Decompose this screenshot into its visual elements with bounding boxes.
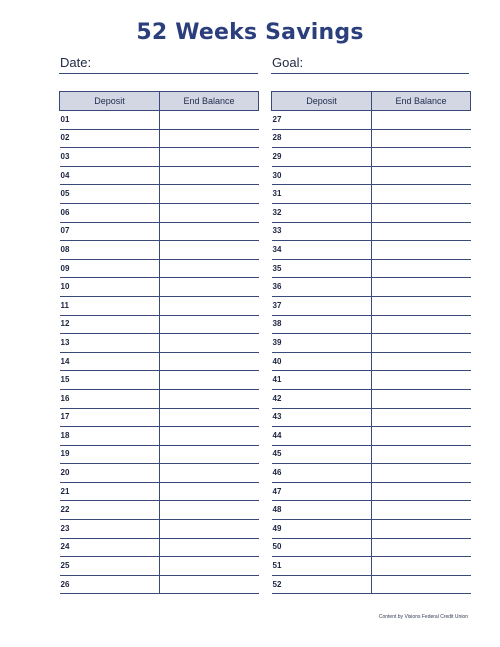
- deposit-cell[interactable]: 29: [272, 148, 372, 167]
- end-balance-cell[interactable]: [372, 315, 471, 334]
- table-row: [60, 278, 259, 297]
- deposit-cell[interactable]: 36: [272, 278, 372, 297]
- table-row: [272, 111, 471, 130]
- deposit-cell[interactable]: 42: [272, 389, 372, 408]
- deposit-cell[interactable]: 32: [272, 203, 372, 222]
- deposit-cell[interactable]: 04: [60, 166, 160, 185]
- end-balance-cell[interactable]: [372, 296, 471, 315]
- end-balance-cell[interactable]: [372, 520, 471, 539]
- end-balance-cell[interactable]: [372, 557, 471, 576]
- table-row: [60, 222, 259, 241]
- table-row: [272, 278, 471, 297]
- table-row: [272, 129, 471, 148]
- deposit-cell[interactable]: 22: [60, 501, 160, 520]
- end-balance-cell[interactable]: [372, 427, 471, 446]
- end-balance-cell[interactable]: [160, 352, 259, 371]
- deposit-cell[interactable]: 10: [60, 278, 160, 297]
- deposit-cell[interactable]: 16: [60, 389, 160, 408]
- end-balance-cell[interactable]: [160, 371, 259, 390]
- deposit-cell[interactable]: 40: [272, 352, 372, 371]
- end-balance-header: End Balance: [372, 92, 471, 111]
- table-row: [60, 111, 259, 130]
- deposit-header: Deposit: [60, 92, 160, 111]
- end-balance-cell[interactable]: [160, 408, 259, 427]
- table-row: [60, 352, 259, 371]
- end-balance-cell[interactable]: [372, 575, 471, 594]
- table-row: [272, 259, 471, 278]
- table-row: [272, 408, 471, 427]
- deposit-cell[interactable]: 01: [60, 111, 160, 130]
- table-row: [272, 315, 471, 334]
- table-row: [272, 352, 471, 371]
- end-balance-cell[interactable]: [160, 222, 259, 241]
- end-balance-cell[interactable]: [160, 166, 259, 185]
- table-row: [272, 166, 471, 185]
- deposit-cell[interactable]: 20: [60, 464, 160, 483]
- savings-table-weeks-1-26: [59, 91, 259, 594]
- table-row: [60, 445, 259, 464]
- end-balance-cell[interactable]: [372, 203, 471, 222]
- deposit-cell[interactable]: 17: [60, 408, 160, 427]
- table-row: [60, 501, 259, 520]
- table-row: [272, 241, 471, 260]
- deposit-cell[interactable]: 51: [272, 557, 372, 576]
- end-balance-cell[interactable]: [372, 334, 471, 353]
- end-balance-cell[interactable]: [160, 241, 259, 260]
- end-balance-cell[interactable]: [372, 389, 471, 408]
- table-row: [272, 557, 471, 576]
- deposit-cell[interactable]: 33: [272, 222, 372, 241]
- deposit-cell[interactable]: 24: [60, 538, 160, 557]
- deposit-cell[interactable]: 03: [60, 148, 160, 167]
- deposit-cell[interactable]: 47: [272, 482, 372, 501]
- end-balance-cell[interactable]: [160, 111, 259, 130]
- deposit-cell[interactable]: 39: [272, 334, 372, 353]
- deposit-cell[interactable]: 49: [272, 520, 372, 539]
- deposit-cell[interactable]: 31: [272, 185, 372, 204]
- deposit-cell[interactable]: 18: [60, 427, 160, 446]
- deposit-cell[interactable]: 52: [272, 575, 372, 594]
- end-balance-cell[interactable]: [372, 278, 471, 297]
- end-balance-cell[interactable]: [372, 464, 471, 483]
- table-row: [60, 464, 259, 483]
- end-balance-cell[interactable]: [372, 222, 471, 241]
- table-row: [60, 520, 259, 539]
- goal-label: Goal:: [272, 55, 304, 70]
- table-row: [60, 203, 259, 222]
- deposit-cell[interactable]: 35: [272, 259, 372, 278]
- table-header-row: [272, 92, 471, 111]
- end-balance-cell[interactable]: [372, 371, 471, 390]
- date-label: Date:: [60, 55, 92, 70]
- deposit-cell[interactable]: 50: [272, 538, 372, 557]
- table-row: [272, 203, 471, 222]
- end-balance-cell[interactable]: [160, 203, 259, 222]
- end-balance-cell[interactable]: [372, 259, 471, 278]
- deposit-cell[interactable]: 34: [272, 241, 372, 260]
- deposit-cell[interactable]: 30: [272, 166, 372, 185]
- table-row: [60, 166, 259, 185]
- table-row: [272, 501, 471, 520]
- end-balance-cell[interactable]: [372, 482, 471, 501]
- end-balance-cell[interactable]: [160, 538, 259, 557]
- end-balance-cell[interactable]: [372, 352, 471, 371]
- deposit-cell[interactable]: 23: [60, 520, 160, 539]
- deposit-cell[interactable]: 05: [60, 185, 160, 204]
- table-row: [272, 427, 471, 446]
- table-row: [60, 148, 259, 167]
- table-row: [60, 315, 259, 334]
- deposit-cell[interactable]: 02: [60, 129, 160, 148]
- end-balance-cell[interactable]: [160, 296, 259, 315]
- end-balance-cell[interactable]: [160, 389, 259, 408]
- deposit-cell[interactable]: 45: [272, 445, 372, 464]
- deposit-cell[interactable]: 12: [60, 315, 160, 334]
- table-row: [60, 389, 259, 408]
- table-row: [60, 129, 259, 148]
- end-balance-cell[interactable]: [372, 129, 471, 148]
- deposit-cell[interactable]: 41: [272, 371, 372, 390]
- table-row: [272, 538, 471, 557]
- table-row: [60, 259, 259, 278]
- end-balance-cell[interactable]: [160, 501, 259, 520]
- right-table-body: [272, 111, 471, 594]
- table-header-row: [60, 92, 259, 111]
- table-row: [60, 482, 259, 501]
- deposit-cell[interactable]: 43: [272, 408, 372, 427]
- deposit-cell[interactable]: 06: [60, 203, 160, 222]
- table-row: [272, 148, 471, 167]
- table-row: [272, 371, 471, 390]
- end-balance-cell[interactable]: [372, 538, 471, 557]
- deposit-cell[interactable]: 44: [272, 427, 372, 446]
- deposit-cell[interactable]: 26: [60, 575, 160, 594]
- end-balance-cell[interactable]: [372, 111, 471, 130]
- table-row: [60, 296, 259, 315]
- deposit-cell[interactable]: 08: [60, 241, 160, 260]
- end-balance-cell[interactable]: [372, 408, 471, 427]
- deposit-cell[interactable]: 13: [60, 334, 160, 353]
- end-balance-cell[interactable]: [160, 129, 259, 148]
- table-row: [60, 241, 259, 260]
- deposit-cell[interactable]: 11: [60, 296, 160, 315]
- end-balance-cell[interactable]: [160, 259, 259, 278]
- table-row: [272, 389, 471, 408]
- table-row: [60, 371, 259, 390]
- deposit-cell[interactable]: 09: [60, 259, 160, 278]
- table-row: [60, 408, 259, 427]
- deposit-cell[interactable]: 21: [60, 482, 160, 501]
- table-row: [272, 222, 471, 241]
- deposit-cell[interactable]: 38: [272, 315, 372, 334]
- table-row: [60, 427, 259, 446]
- table-row: [60, 538, 259, 557]
- savings-table-weeks-27-52: [271, 91, 471, 594]
- table-row: [272, 482, 471, 501]
- end-balance-cell[interactable]: [372, 241, 471, 260]
- end-balance-cell[interactable]: [372, 445, 471, 464]
- end-balance-cell[interactable]: [160, 427, 259, 446]
- table-row: [272, 520, 471, 539]
- page-title: 52 Weeks Savings: [136, 20, 364, 45]
- end-balance-cell[interactable]: [160, 334, 259, 353]
- goal-field[interactable]: [271, 55, 469, 74]
- table-row: [60, 557, 259, 576]
- table-row: [60, 334, 259, 353]
- end-balance-cell[interactable]: [160, 278, 259, 297]
- deposit-cell[interactable]: 25: [60, 557, 160, 576]
- end-balance-cell[interactable]: [160, 482, 259, 501]
- deposit-cell[interactable]: 46: [272, 464, 372, 483]
- table-row: [60, 575, 259, 594]
- end-balance-cell[interactable]: [160, 148, 259, 167]
- end-balance-cell[interactable]: [372, 166, 471, 185]
- table-row: [272, 575, 471, 594]
- deposit-cell[interactable]: 27: [272, 111, 372, 130]
- end-balance-cell[interactable]: [160, 520, 259, 539]
- date-field[interactable]: [59, 55, 258, 74]
- end-balance-cell[interactable]: [372, 185, 471, 204]
- table-row: [272, 464, 471, 483]
- deposit-header: Deposit: [272, 92, 372, 111]
- end-balance-cell[interactable]: [372, 148, 471, 167]
- end-balance-cell[interactable]: [160, 185, 259, 204]
- deposit-cell[interactable]: 48: [272, 501, 372, 520]
- table-row: [60, 185, 259, 204]
- table-row: [272, 445, 471, 464]
- deposit-cell[interactable]: 28: [272, 129, 372, 148]
- deposit-cell[interactable]: 15: [60, 371, 160, 390]
- deposit-cell[interactable]: 14: [60, 352, 160, 371]
- deposit-cell[interactable]: 37: [272, 296, 372, 315]
- deposit-cell[interactable]: 07: [60, 222, 160, 241]
- table-row: [272, 334, 471, 353]
- table-row: [272, 296, 471, 315]
- deposit-cell[interactable]: 19: [60, 445, 160, 464]
- end-balance-cell[interactable]: [160, 445, 259, 464]
- table-row: [272, 185, 471, 204]
- end-balance-header: End Balance: [160, 92, 259, 111]
- left-table-body: [60, 111, 259, 594]
- end-balance-cell[interactable]: [160, 557, 259, 576]
- end-balance-cell[interactable]: [160, 464, 259, 483]
- credit-text: Content by Visions Federal Credit Union: [378, 614, 468, 620]
- end-balance-cell[interactable]: [160, 315, 259, 334]
- end-balance-cell[interactable]: [372, 501, 471, 520]
- end-balance-cell[interactable]: [160, 575, 259, 594]
